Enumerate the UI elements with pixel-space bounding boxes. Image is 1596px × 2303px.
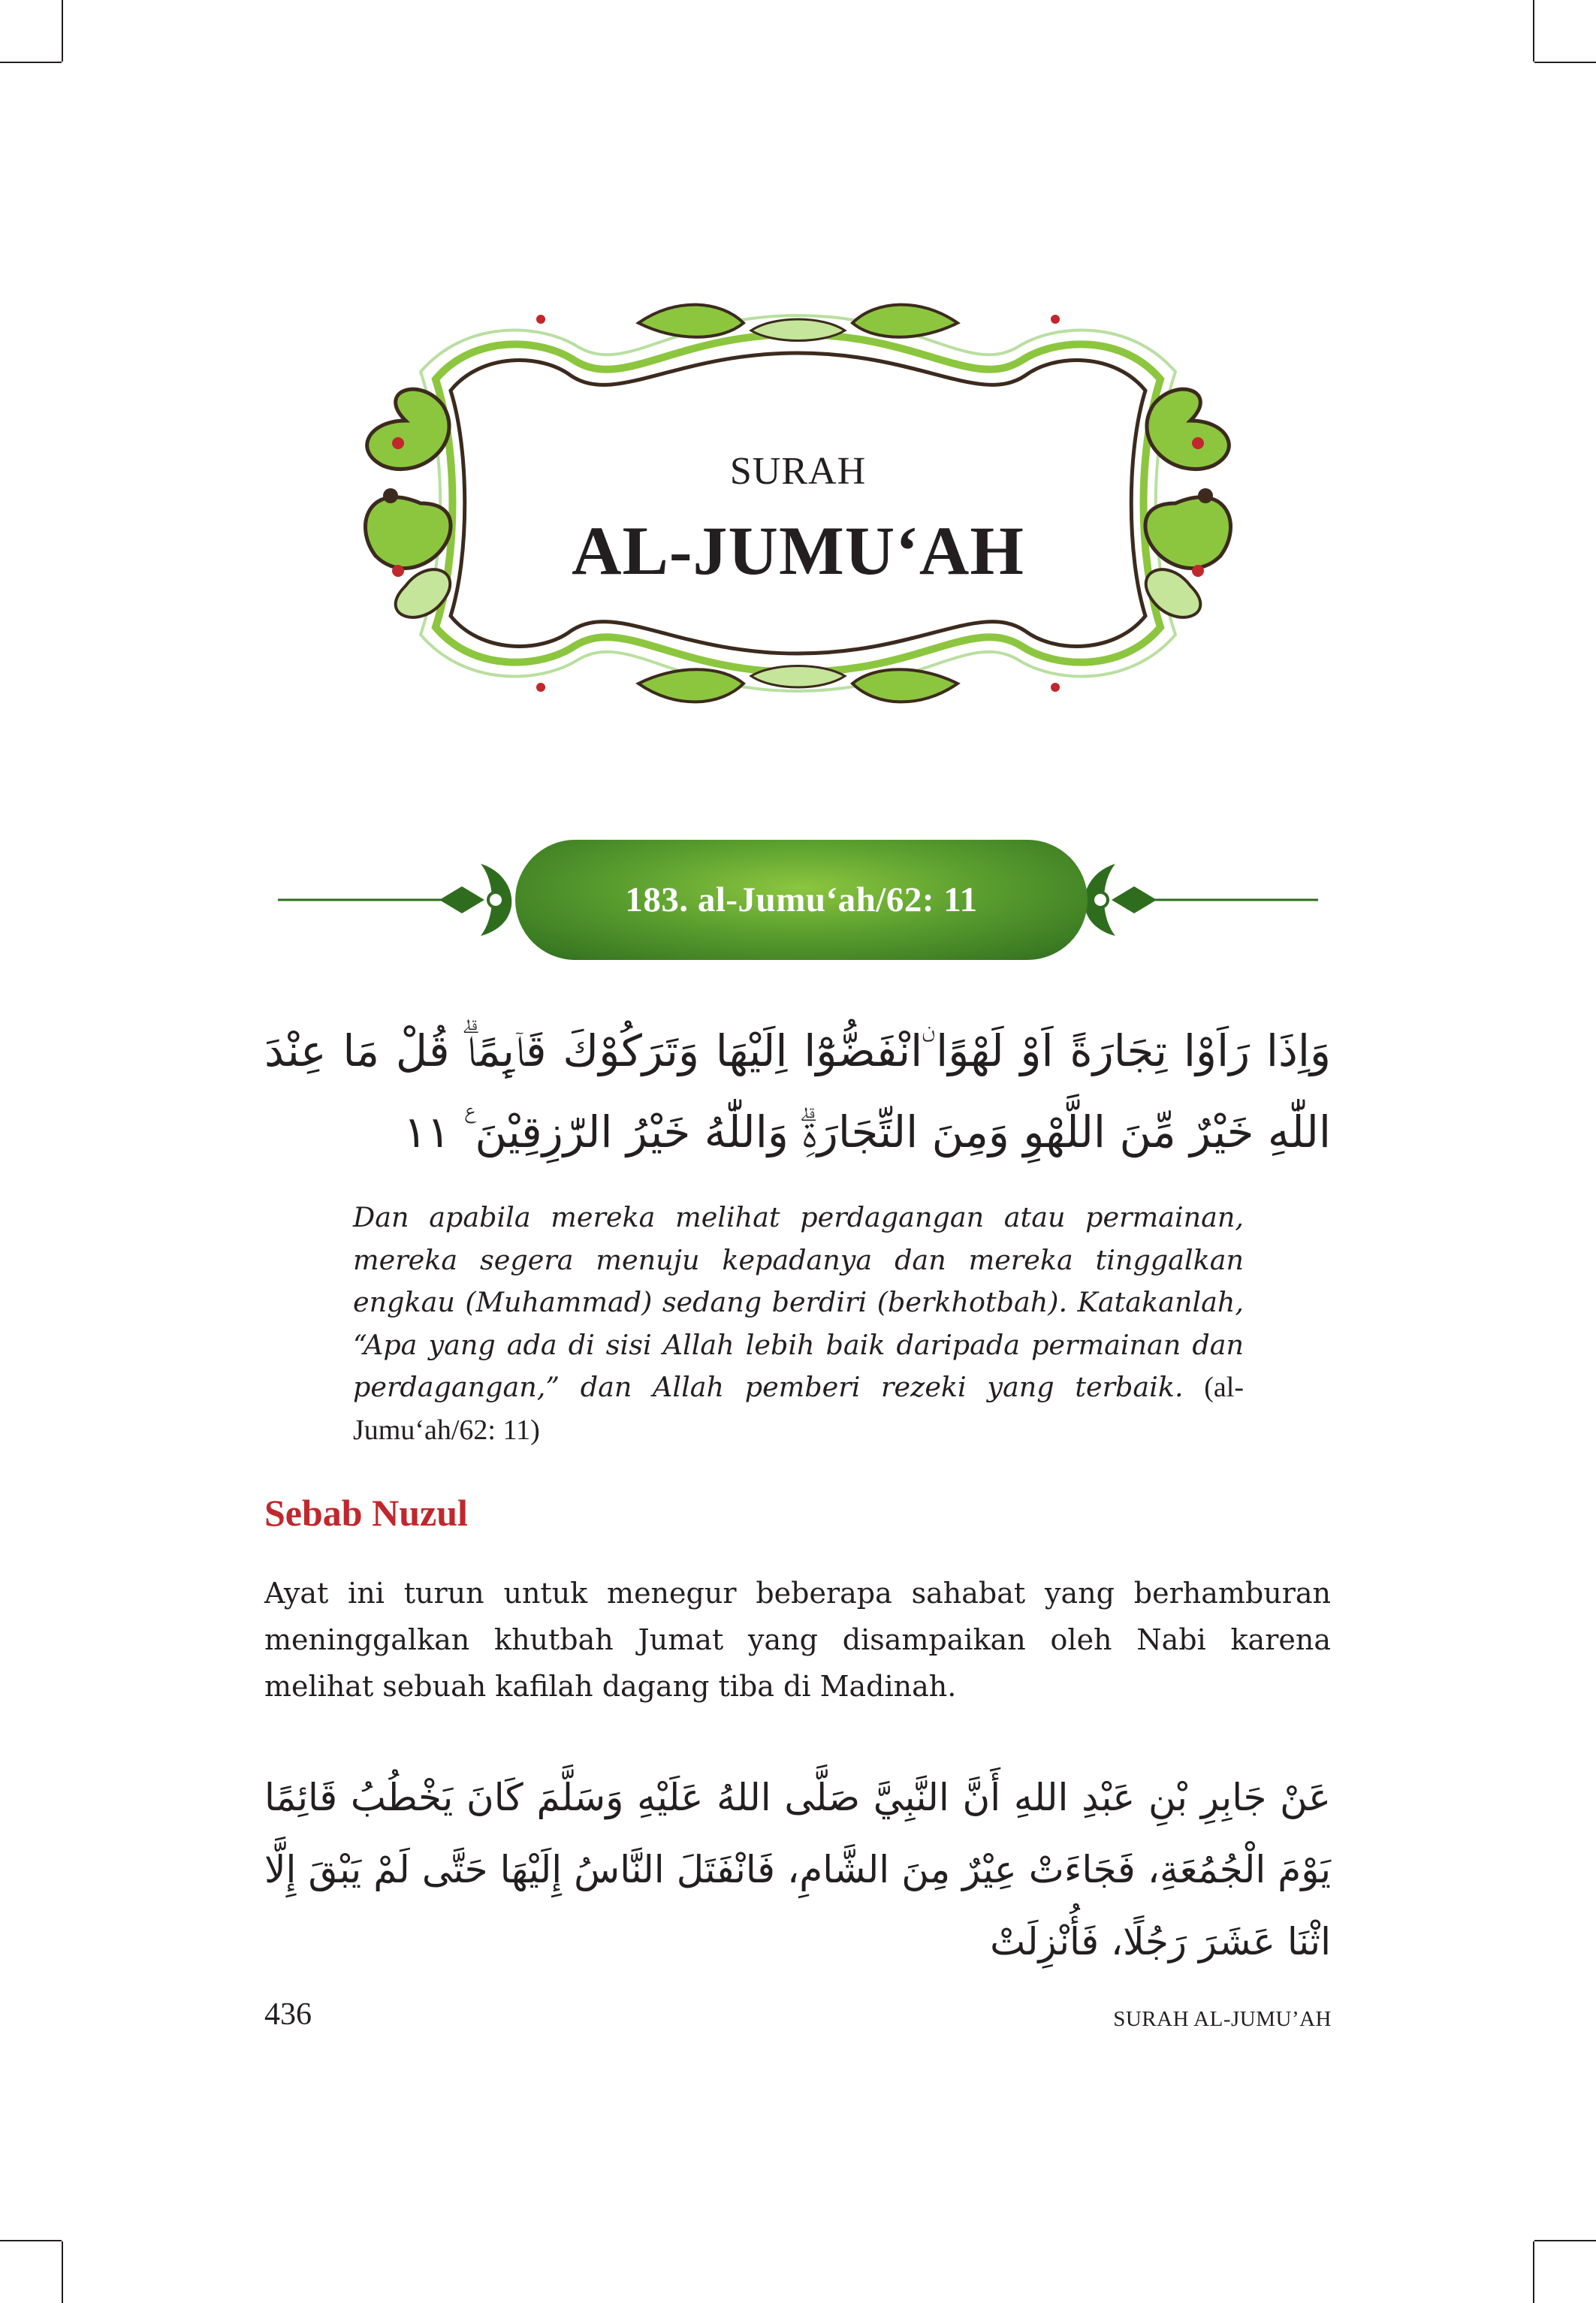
title-frame-ornament — [366, 305, 1231, 702]
section-heading: Sebab Nuzul — [264, 1492, 468, 1534]
page-number: 436 — [264, 1997, 312, 2032]
hadith-arabic-text: عَنْ جَابِرِ بْنِ عَبْدِ اللهِ أَنَّ النَّبِيَّ صَلَّى اللهُ عَلَيْهِ وَسَلَّمَ كَانَ يَخْطُبُ قَائِمًا يَوْمَ الْجُمُعَةِ، فَجَاءَتْ عِيْرٌ مِنَ الشَّامِ، فَانْفَتَلَ النَّاسُ إِلَيْهَا حَتَّى لَمْ يَبْقَ إِلَّا اثْنَا عَشَرَ رَجُلًا، فَأُنْزِلَتْ — [264, 1776, 1331, 1963]
translation-text: Dan apabila mereka melihat perdagangan atau permainan, mereka segera menuju kepadanya dan mereka tinggalkan engkau (Muhammad) sedang berdiri (berkhotbah). Katakanlah, “Apa yang ada di sisi Allah lebih baik daripada permainan dan perdagangan,” dan Allah pemberi rezeki yang terbaik. — [353, 1201, 1244, 1403]
verse-arabic-text: وَاِذَا رَاَوْا تِجَارَةً اَوْ لَهْوًا ۨانْفَضُّوْٓا اِلَيْهَا وَتَرَكُوْكَ قَاۤىِٕمًاۗ قُلْ مَا عِنْدَ اللّٰهِ خَيْرٌ مِّنَ اللَّهْوِ وَمِنَ التِّجَارَةِۗ وَاللّٰهُ خَيْرُ الرّٰزِقِيْنَ ࣖ ١١ — [264, 1025, 1331, 1158]
verse-reference: (al-Jumu‘ah/62: 11) — [353, 1372, 1244, 1446]
running-head: SURAH AL-JUMU’AH — [1113, 2007, 1332, 2031]
verse-translation — [353, 1197, 1244, 1451]
verse-banner-label: 183. al-Jumu‘ah/62: 11 — [625, 880, 978, 919]
surah-label: SURAH — [729, 450, 867, 493]
surah-title: AL-JUMU‘AH — [572, 512, 1024, 589]
verse-banner — [515, 840, 1088, 960]
section-body: Ayat ini turun untuk menegur beberapa sahabat yang berhamburan meninggalkan khutbah Jumat yang disampaikan oleh Nabi karena melihat sebuah kafilah dagang tiba di Madinah. — [264, 1577, 1331, 1703]
